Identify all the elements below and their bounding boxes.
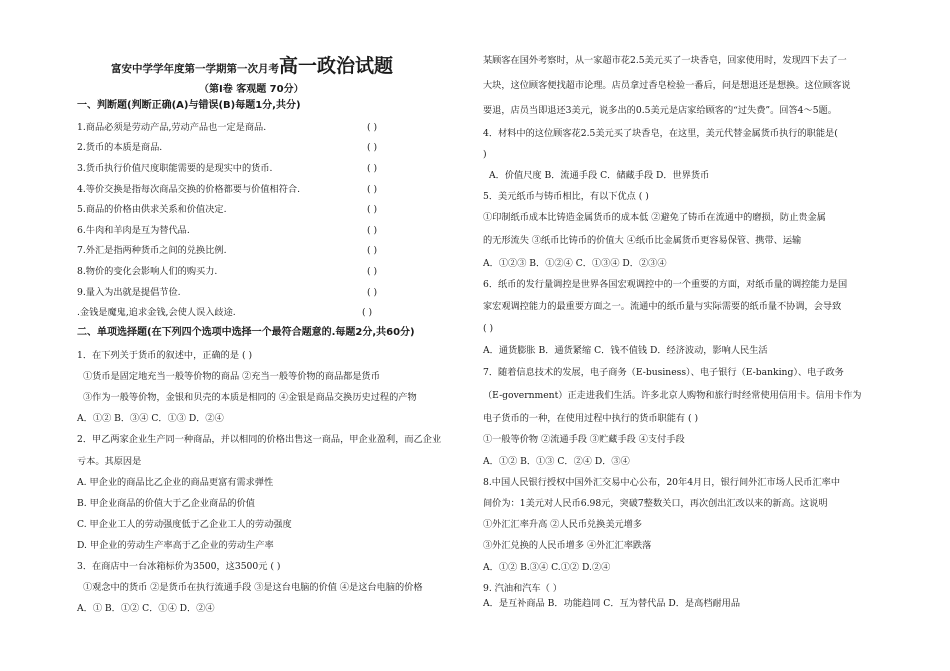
- answer-paren: ( ): [367, 287, 378, 298]
- judge-item: 1.商品必须是劳动产品,劳动产品也一定是商品.: [77, 122, 267, 133]
- judge-item: 4.等价交换是指每次商品交换的价格都要与价值相符合.: [77, 184, 300, 195]
- judge-item: .金钱是魔鬼,追求金钱,会使人误入歧途.: [77, 307, 236, 318]
- question-line: ①货币是固定地充当一般等价物的商品 ②充当一般等价物的商品都是货币: [83, 371, 380, 382]
- exam-subtitle: （第Ⅰ卷 客观题 70分）: [199, 84, 304, 95]
- question-line: D. 甲企业的劳动生产率高于乙企业的劳动生产率: [77, 540, 274, 551]
- question-line: 5．美元纸币与铸币相比，有以下优点 ( ): [483, 191, 649, 202]
- section2-heading: 二、单项选择题(在下列四个选项中选择一个最符合题意的.每题2分,共60分): [77, 327, 415, 338]
- question-line: 电子货币的一种，在使用过程中执行的货币职能有 ( ): [483, 413, 699, 424]
- question-line: ①印制纸币成本比铸造金属货币的成本低 ②避免了铸币在流通中的磨损，防止贵金属: [483, 212, 826, 223]
- judge-item: 5.商品的价格由供求关系和价值决定.: [77, 204, 227, 215]
- answer-paren: ( ): [367, 163, 378, 174]
- question-line: ( ): [483, 323, 494, 334]
- judge-item: 2.货币的本质是商品.: [77, 142, 163, 153]
- question-line: （E-government）正走进我们生活。许多北京人购物和旅行时经常使用信用卡。信用卡作为: [483, 390, 862, 401]
- judge-item: 7.外汇是指两种货币之间的兑换比例.: [77, 245, 227, 256]
- question-line: 7．随着信息技术的发展，电子商务（E-business）、电子银行（E-banking）、电子政务: [483, 367, 844, 378]
- question-line: 亏本。其原因是: [77, 456, 142, 467]
- answer-paren: ( ): [367, 266, 378, 277]
- question-line: 某顾客在国外考察时，从一家超市花2.5美元买了一块香皂，回家使用时，发现四下去了一: [483, 55, 847, 66]
- answer-paren: ( ): [367, 184, 378, 195]
- question-line: 8.中国人民银行授权中国外汇交易中心公布，20年4月日，银行间外汇市场人民币汇率中: [483, 477, 841, 488]
- question-line: 2．甲乙两家企业生产同一种商品，并以相同的价格出售这一商品，甲企业盈利，而乙企业: [77, 434, 442, 445]
- question-line: ①外汇汇率升高 ②人民币兑换美元增多: [483, 519, 643, 530]
- answer-paren: ( ): [367, 245, 378, 256]
- answer-paren: ( ): [367, 122, 378, 133]
- question-line: 大块，这位顾客便找超市论理。店员拿过香皂检验一番后，问是想退还是想换。这位顾客说: [483, 80, 851, 91]
- section1-heading: 一、判断题(判断正确(A)与错误(B)每题1分,共分): [77, 100, 301, 111]
- question-line: A．价值尺度 B．流通手段 C．储藏手段 D．世界货币: [489, 170, 710, 181]
- answer-paren: ( ): [367, 204, 378, 215]
- answer-paren: ( ): [362, 307, 373, 318]
- question-line: ): [483, 149, 487, 160]
- question-line: 的无形流失 ③纸币比铸币的价值大 ④纸币比金属货币更容易保管、携带、运输: [483, 235, 802, 246]
- question-line: ③作为一般等价物，金银和贝壳的本质是相同的 ④金银是商品交换历史过程的产物: [83, 392, 417, 403]
- question-line: 3．在商店中一台冰箱标价为3500，这3500元 ( ): [77, 561, 281, 572]
- question-line: A. 甲企业的商品比乙企业的商品更富有需求弹性: [77, 477, 274, 488]
- question-line: ③外汇兑换的人民币增多 ④外汇汇率跌落: [483, 540, 652, 551]
- question-line: A．是互补商品 B．功能趋同 C．互为替代品 D．是高档耐用品: [483, 598, 741, 609]
- question-line: 间价为：1美元对人民币6.98元，突破7整数关口，再次创出汇改以来的新高。这说明: [483, 498, 828, 509]
- question-line: A．① B．①② C．①④ D．②④: [77, 603, 215, 614]
- judge-item: 6.牛肉和羊肉是互为替代品.: [77, 225, 190, 236]
- question-line: A．通货膨胀 B．通货紧缩 C．钱不值钱 D．经济波动，影响人民生活: [483, 345, 768, 356]
- exam-title: [111, 55, 394, 77]
- judge-item: 3.货币执行价值尺度职能需要的是现实中的货币.: [77, 163, 273, 174]
- question-line: 4．材料中的这位顾客花2.5美元买了块香皂，在这里，美元代替金属货币执行的职能是(: [483, 128, 838, 139]
- question-line: C. 甲企业工人的劳动强度低于乙企业工人的劳动强度: [77, 519, 292, 530]
- question-line: B. 甲企业商品的价值大于乙企业商品的价值: [77, 498, 255, 509]
- question-line: 6．纸币的发行量调控是世界各国宏观调控中的一个重要的方面，对纸币量的调控能力是国: [483, 279, 848, 290]
- question-line: ①观念中的货币 ②是货币在执行流通手段 ③是这台电脑的价值 ④是这台电脑的价格: [83, 582, 423, 593]
- question-line: 要退，店员当即退还3美元，说多出的0.5美元是店家给顾客的“过失费”。回答4～5题。: [483, 105, 837, 116]
- question-line: A．①②③ B．①②④ C．①③④ D．②③④: [483, 258, 667, 269]
- question-line: 9. 汽油和汽车（ ）: [483, 583, 562, 594]
- judge-item: 9.量入为出就是提倡节俭.: [77, 287, 181, 298]
- question-line: 1．在下列关于货币的叙述中，正确的是 ( ): [77, 350, 253, 361]
- question-line: A．①② B．①③ C．②④ D．③④: [483, 456, 630, 467]
- question-line: 家宏观调控能力的最重要方面之一。流通中的纸币量与实际需要的纸币量不协调，会导致: [483, 301, 842, 312]
- judge-item: 8.物价的变化会影响人们的购买力.: [77, 266, 218, 277]
- answer-paren: ( ): [367, 225, 378, 236]
- answer-paren: ( ): [367, 142, 378, 153]
- question-line: A．①② B.③④ C.①② D.②④: [483, 562, 611, 573]
- question-line: ①一般等价物 ②流通手段 ③贮藏手段 ④支付手段: [483, 434, 685, 445]
- exam-title-big: 高一政治试题: [279, 55, 394, 77]
- question-line: A．①② B．③④ C．①③ D．②④: [77, 413, 224, 424]
- exam-title-small: 富安中学学年度第一学期第一次月考: [111, 63, 279, 75]
